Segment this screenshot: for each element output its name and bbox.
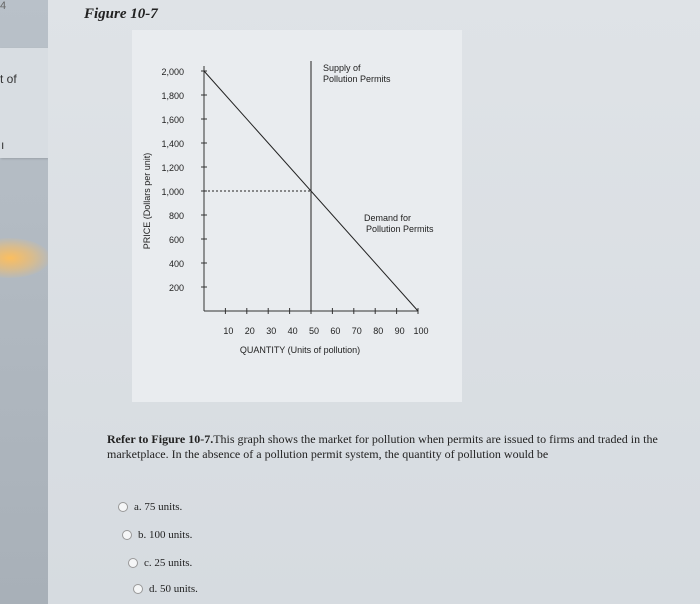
x-tick-label: 90 — [394, 326, 405, 336]
y-tick-label: 600 — [168, 235, 184, 245]
x-tick-label: 40 — [287, 326, 298, 336]
demand-label-line2: Pollution Permits — [366, 224, 434, 234]
x-tick-label: 10 — [223, 326, 234, 336]
y-tick-label: 1,200 — [161, 163, 184, 173]
y-tick-label: 1,000 — [161, 187, 184, 197]
question-text — [107, 432, 662, 462]
sidebar-fragment-text: t of — [0, 72, 17, 86]
x-tick-label: 50 — [308, 326, 320, 336]
figure-title: Figure 10-7 — [84, 6, 158, 22]
option-label: b. 100 units. — [138, 529, 193, 541]
option-label: d. 50 units. — [149, 583, 198, 595]
y-tick-label: 800 — [168, 211, 184, 221]
x-tick-label: 20 — [244, 326, 255, 336]
x-axis-label: QUANTITY (Units of pollution) — [239, 345, 361, 355]
y-axis-label: PRICE (Dollars per unit) — [142, 152, 152, 250]
option-a[interactable] — [118, 501, 182, 513]
x-tick-label: 60 — [330, 326, 341, 336]
radio-button[interactable] — [133, 584, 143, 594]
radio-button[interactable] — [118, 502, 128, 512]
x-tick-label: 100 — [413, 326, 429, 336]
option-label: a. 75 units. — [134, 501, 183, 513]
option-c[interactable] — [128, 557, 192, 569]
radio-button[interactable] — [128, 558, 138, 568]
option-d[interactable] — [133, 583, 198, 595]
x-tick-label: 80 — [373, 326, 384, 336]
question-marker: 4 — [0, 0, 7, 12]
y-tick-label: 1,400 — [161, 139, 184, 149]
supply-label-line1: Supply of — [323, 63, 361, 73]
supply-label-line2: Pollution Permits — [323, 74, 391, 84]
sidebar-tick: ı — [1, 138, 5, 152]
demand-label-line1: Demand for — [364, 213, 412, 223]
x-tick-label: 70 — [351, 326, 362, 336]
y-tick-label: 1,600 — [161, 115, 184, 125]
radio-button[interactable] — [122, 530, 132, 540]
figure-reference: Refer to Figure 10-7. — [107, 432, 214, 446]
option-label: c. 25 units. — [144, 557, 193, 569]
y-tick-label: 400 — [168, 259, 184, 269]
question-body: This graph shows the market for pollution when permits are issued to firms and traded in the marketplace. In the absence of a pollution permit system, the quantity of pollution would be — [107, 432, 658, 461]
option-b[interactable] — [122, 529, 192, 541]
y-tick-label: 1,800 — [161, 91, 184, 101]
y-tick-label: 2,000 — [161, 67, 184, 77]
y-tick-label: 200 — [168, 283, 184, 293]
x-tick-label: 30 — [266, 326, 277, 336]
